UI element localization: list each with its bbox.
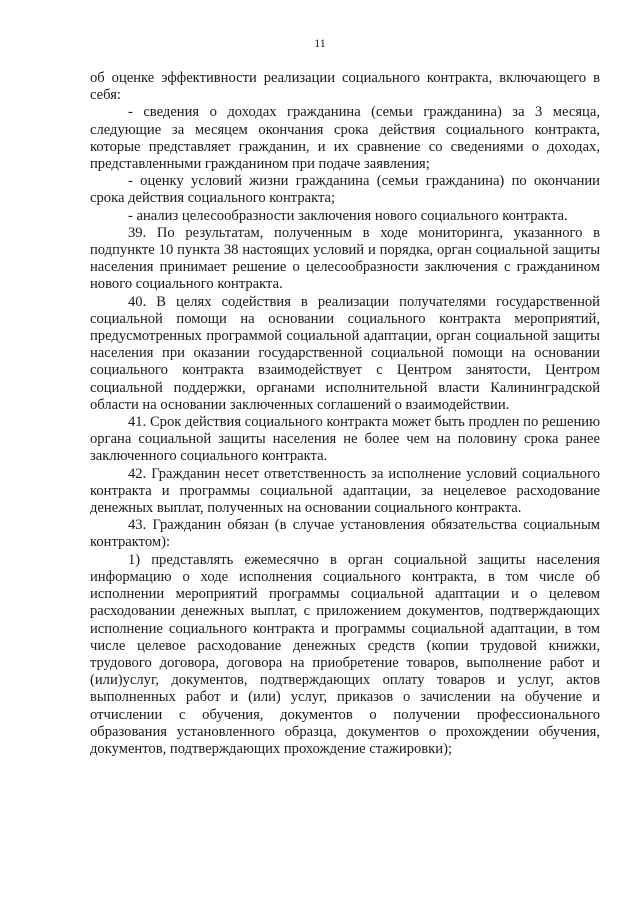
paragraph-42: 42. Гражданин несет ответственность за исполнение условий социального контракта и программы социальной адаптации, за нецелевое расходование денежных выплат, полученных на основании социального контракта. [90, 465, 600, 517]
paragraph-41: 41. Срок действия социального контракта может быть продлен по решению органа социальной защиты населения не более чем на половину срока ранее заключенного социального контракта. [90, 414, 600, 465]
page-number: 11 [314, 36, 326, 50]
document-body [90, 70, 600, 758]
paragraph-bullet-analysis: - анализ целесообразности заключения нового социального контракта. [128, 207, 568, 224]
paragraph-43-item-1: 1) представлять ежемесячно в орган социальной защиты населения информацию о ходе исполнения социального контракта, в том числе об исполнении мероприятий программы социальной адаптации и о целевом расходовании денежных выплат, с приложением документов, подтверждающих исполнение социального контракта и программы социальной адаптации, в том числе целевое расходование денежных средств (копии трудовой книжки, трудового договора, договора на приобретение товаров, выполнение работ и (или)услуг, документов, подтверждающих оплату товаров и услуг, актов выполненных работ и (или) услуг, приказов о зачислении на обучение и отчислении с обучения, документов о получении профессионального образования установленного образца, документов о прохождении обучения, документов, подтверждающих прохождение стажировки); [90, 551, 600, 757]
paragraph-intro: об оценке эффективности реализации социального контракта, включающего в себя: [90, 70, 600, 104]
paragraph-40: 40. В целях содействия в реализации получателями государственной социальной помощи на основании социального контракта мероприятий, предусмотренных программой социальной адаптации, орган социальной защиты населения при оказании государственной социальной помощи на основании социального контракта взаимодействует с Центром занятости, Центром социальной поддержки, органами исполнительной власти Калининградской области на основании заключенных соглашений о взаимодействии. [90, 293, 600, 413]
paragraph-39: 39. По результатам, полученным в ходе мониторинга, указанного в подпункте 10 пункта 38 настоящих условий и порядка, орган социальной защиты населения принимает решение о целесообразности заключения с гражданином нового социального контракта. [90, 224, 600, 293]
paragraph-43: 43. Гражданин обязан (в случае установления обязательства социальным контрактом): [90, 517, 600, 551]
paragraph-bullet-living-conditions: - оценку условий жизни гражданина (семьи гражданина) по окончании срока действия социального контракта; [90, 173, 600, 207]
paragraph-bullet-income: - сведения о доходах гражданина (семьи гражданина) за 3 месяца, следующие за месяцем окончания срока действия социального контракта, которые представляет гражданин, и их сравнение со сведениями о доходах, представленными гражданином при подаче заявления; [90, 104, 600, 173]
